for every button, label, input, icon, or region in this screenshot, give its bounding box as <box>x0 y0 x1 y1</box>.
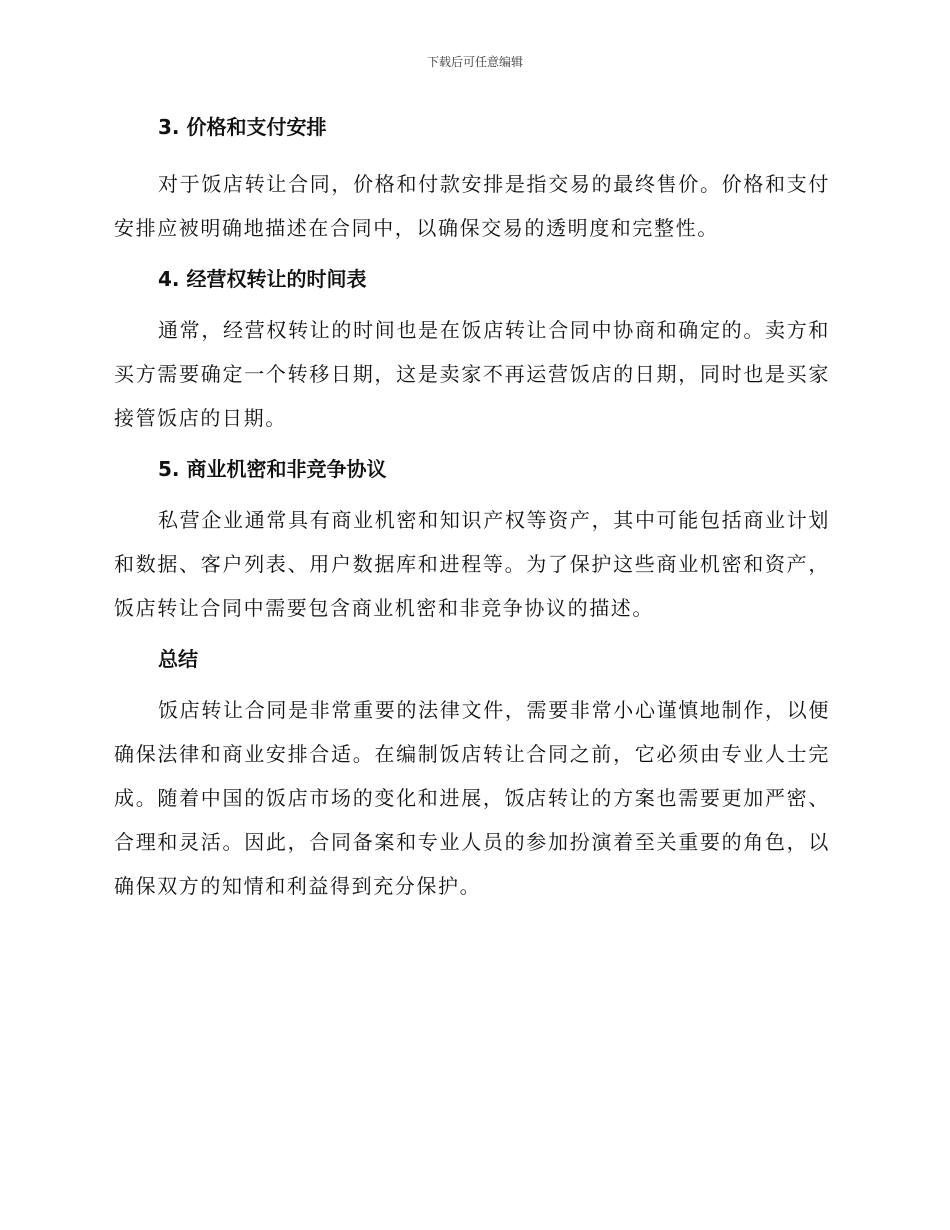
section-heading-trade-secrets: 5. 商业机密和非竞争协议 <box>158 457 387 481</box>
section-heading-price-payment: 3. 价格和支付安排 <box>158 115 327 139</box>
header-note: 下载后可任意编辑 <box>426 55 523 69</box>
section-text-summary: 饭店转让合同是非常重要的法律文件，需要非常小心谨慎地制作，以便确保法律和商业安排合适。在编制饭店转让合同之前，它必须由专业人士完成。随着中国的饭店市场的变化和进展，饭店转让的方案也需要更加严密、合理和灵活。因此，合同备案和专业人员的参加扮演着至关重要的角色，以确保双方的知情和利益得到充分保护。 <box>114 698 830 898</box>
section-text-price-payment: 对于饭店转让合同，价格和付款安排是指交易的最终售价。价格和支付安排应被明确地描述在合同中，以确保交易的透明度和完整性。 <box>114 172 830 240</box>
section-text-transfer-timeline: 通常，经营权转让的时间也是在饭店转让合同中协商和确定的。卖方和买方需要确定一个转移日期，这是卖家不再运营饭店的日期，同时也是买家接管饭店的日期。 <box>114 318 830 430</box>
document-body <box>114 112 830 908</box>
section-text-trade-secrets: 私营企业通常具有商业机密和知识产权等资产，其中可能包括商业计划和数据、客户列表、用户数据库和进程等。为了保护这些商业机密和资产，饭店转让合同中需要包含商业机密和非竞争协议的描述。 <box>114 508 830 620</box>
section-heading-transfer-timeline: 4. 经营权转让的时间表 <box>158 267 367 291</box>
section-heading-summary: 总结 <box>158 647 198 671</box>
